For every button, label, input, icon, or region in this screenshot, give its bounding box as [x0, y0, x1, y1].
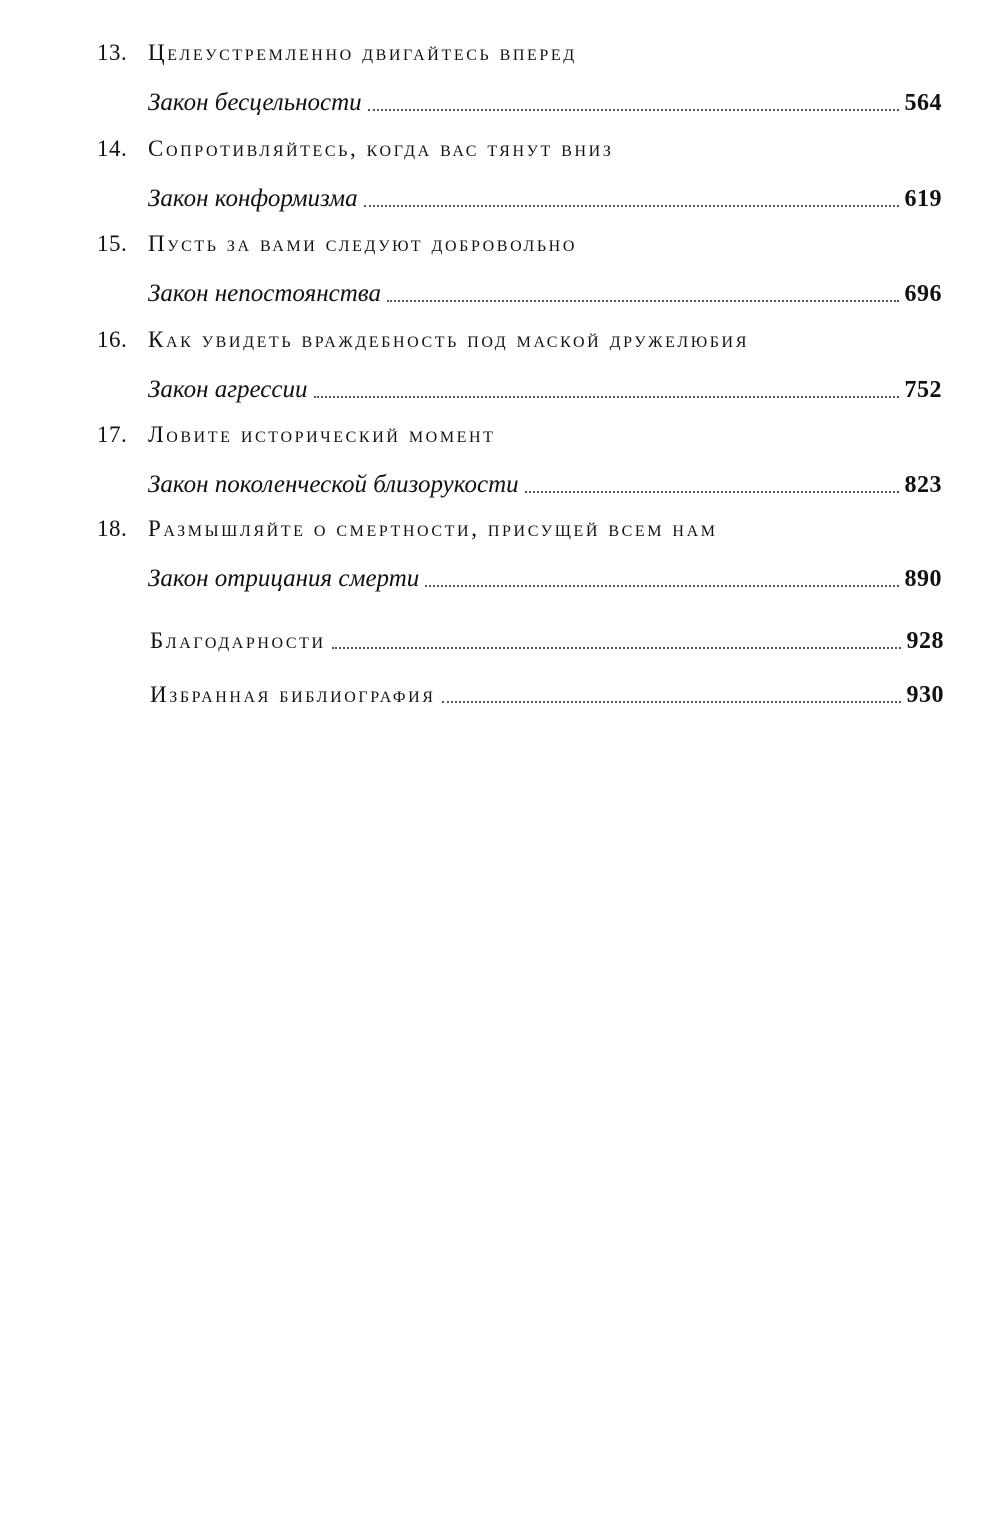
chapter-number: 14. — [97, 136, 128, 161]
chapter-title: Размышляйте о смертности, присущей всем нам — [148, 516, 718, 541]
chapter-title: Пусть за вами следуют добровольно — [148, 231, 577, 256]
law-name: Закон отрицания смерти — [148, 565, 420, 592]
chapter-title: Целеустремленно двигайтесь вперед — [148, 40, 577, 65]
law-name: Закон конформизма — [148, 185, 358, 212]
law-row — [148, 466, 942, 500]
dot-leader — [368, 108, 899, 111]
chapter-number: 15. — [97, 231, 128, 256]
page-number: 752 — [904, 377, 942, 403]
chapter-title: Сопротивляйтесь, когда вас тянут вниз — [148, 136, 614, 161]
page-number: 930 — [906, 682, 944, 708]
page-number: 823 — [904, 472, 942, 498]
law-row — [148, 180, 942, 214]
section-title: Избранная библиография — [150, 682, 436, 707]
dot-leader — [442, 700, 901, 703]
chapter-number: 13. — [97, 40, 128, 65]
law-name: Закон непостоянства — [148, 280, 381, 307]
law-row — [148, 84, 942, 118]
chapter-title: Ловите исторический момент — [148, 422, 496, 447]
dot-leader — [314, 395, 899, 398]
law-row — [148, 275, 942, 309]
dot-leader — [525, 490, 899, 493]
page-number: 890 — [904, 566, 942, 592]
chapter-number: 18. — [97, 516, 128, 541]
chapter-number: 16. — [97, 327, 128, 352]
chapter-title: Как увидеть враждебность под маской дружелюбия — [148, 327, 749, 352]
dot-leader — [364, 204, 899, 207]
chapter-number: 17. — [97, 422, 128, 447]
dot-leader — [332, 646, 901, 649]
toc-entry-acknowledgements[interactable] — [150, 622, 944, 656]
page-number: 564 — [904, 90, 942, 116]
page-number: 619 — [904, 186, 942, 212]
law-name: Закон агрессии — [148, 376, 308, 403]
section-title: Благодарности — [150, 628, 326, 653]
dot-leader — [387, 299, 899, 302]
toc-entry-bibliography[interactable] — [150, 676, 944, 710]
dot-leader — [425, 584, 898, 587]
page-number: 928 — [906, 628, 944, 654]
law-name: Закон бесцельности — [148, 89, 362, 116]
law-row — [148, 560, 942, 594]
law-name: Закон поколенческой близорукости — [148, 471, 519, 498]
law-row — [148, 371, 942, 405]
page-number: 696 — [904, 281, 942, 307]
